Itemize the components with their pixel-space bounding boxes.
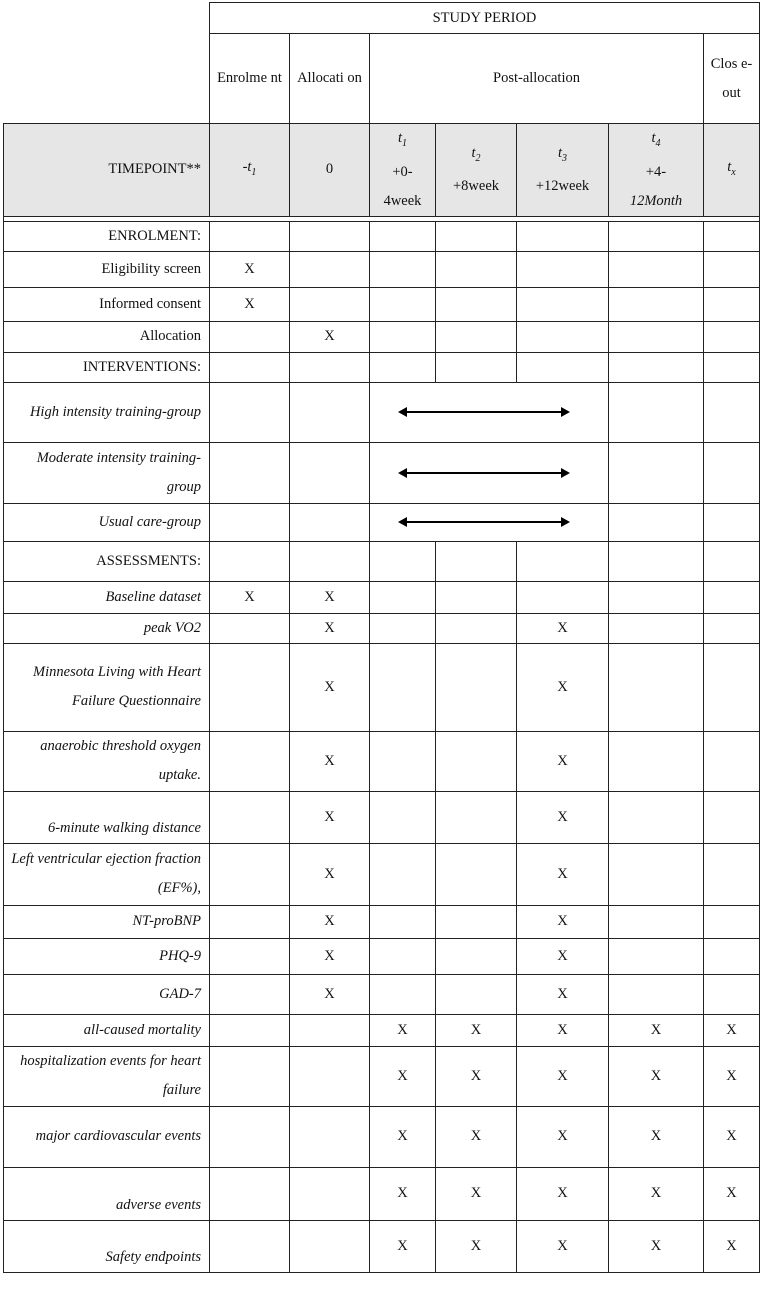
row-label-high-intensity: High intensity training-group — [4, 382, 210, 442]
intervention-span-high — [370, 382, 609, 442]
mark-baseline-enrol: X — [210, 581, 290, 613]
enrolment-header: Enrolme nt — [210, 34, 290, 124]
mark-ntprobnp-alloc: X — [290, 905, 370, 938]
row-label-mlhfq: Minnesota Living with Heart Failure Questionnaire — [4, 643, 210, 731]
timepoint-t2: $t_2$ +8week — [436, 124, 517, 217]
mark-mace-t2: X — [436, 1106, 517, 1167]
mark-mortality-t2: X — [436, 1014, 517, 1046]
mark-mlhfq-alloc: X — [290, 643, 370, 731]
mark-mortality-t3: X — [517, 1014, 609, 1046]
intervention-span-moderate — [370, 442, 609, 503]
mark-hospital-t3: X — [517, 1046, 609, 1106]
mark-mace-t1: X — [370, 1106, 436, 1167]
post-allocation-header: Post-allocation — [370, 34, 704, 124]
double-arrow-icon — [398, 516, 570, 528]
mark-mace-t4: X — [609, 1106, 704, 1167]
mark-hospital-tx: X — [704, 1046, 760, 1106]
timepoint-enrolment: $-t_1$ — [210, 124, 290, 217]
mark-mortality-t4: X — [609, 1014, 704, 1046]
row-label-mace: major cardiovascular events — [4, 1106, 210, 1167]
enrolment-section-label: ENROLMENT: — [4, 221, 210, 251]
mark-mortality-t1: X — [370, 1014, 436, 1046]
row-label-hospitalization: hospitalization events for heart failure — [4, 1046, 210, 1106]
corner-blank — [4, 3, 210, 34]
row-label-allocation: Allocation — [4, 321, 210, 352]
row-label-lvef: Left ventricular ejection fraction (EF%), — [4, 843, 210, 905]
mark-allocation-alloc: X — [290, 321, 370, 352]
row-label-mortality: all-caused mortality — [4, 1014, 210, 1046]
timepoint-t3: $t_3$ +12week — [517, 124, 609, 217]
mark-adverse-t4: X — [609, 1167, 704, 1220]
intervention-span-usual — [370, 503, 609, 541]
mark-adverse-t1: X — [370, 1167, 436, 1220]
mark-mace-tx: X — [704, 1106, 760, 1167]
row-label-gad7: GAD-7 — [4, 974, 210, 1014]
mark-consent-enrol: X — [210, 287, 290, 321]
row-label-adverse: adverse events — [4, 1167, 210, 1220]
mark-safety-t2: X — [436, 1220, 517, 1272]
mark-mace-t3: X — [517, 1106, 609, 1167]
double-arrow-icon — [398, 467, 570, 479]
timepoint-t1: $t_1$ +0- 4week — [370, 124, 436, 217]
row-label-baseline: Baseline dataset — [4, 581, 210, 613]
mark-phq9-t3: X — [517, 938, 609, 974]
mark-anaerobic-alloc: X — [290, 731, 370, 791]
double-arrow-icon — [398, 406, 570, 418]
timepoint-allocation: 0 — [290, 124, 370, 217]
study-period-header: STUDY PERIOD — [210, 3, 760, 34]
assessments-section-label: ASSESSMENTS: — [4, 541, 210, 581]
mark-phq9-alloc: X — [290, 938, 370, 974]
allocation-header: Allocati on — [290, 34, 370, 124]
mark-mortality-tx: X — [704, 1014, 760, 1046]
timepoint-t4: $t_4$ +4- 12Month — [609, 124, 704, 217]
row-label-peak-vo2: peak VO2 — [4, 613, 210, 643]
mark-gad7-t3: X — [517, 974, 609, 1014]
mark-peak-alloc: X — [290, 613, 370, 643]
row-label-walking: 6-minute walking distance — [4, 791, 210, 843]
mark-lvef-alloc: X — [290, 843, 370, 905]
row-label-moderate-intensity: Moderate intensity training-group — [4, 442, 210, 503]
row-label-phq9: PHQ-9 — [4, 938, 210, 974]
row-label-consent: Informed consent — [4, 287, 210, 321]
row-label-ntprobnp: NT-proBNP — [4, 905, 210, 938]
mark-lvef-t3: X — [517, 843, 609, 905]
timepoint-label: TIMEPOINT** — [4, 124, 210, 217]
mark-gad7-alloc: X — [290, 974, 370, 1014]
row-label-anaerobic: anaerobic threshold oxygen uptake. — [4, 731, 210, 791]
mark-walking-alloc: X — [290, 791, 370, 843]
mark-hospital-t2: X — [436, 1046, 517, 1106]
mark-safety-t4: X — [609, 1220, 704, 1272]
corner-blank — [4, 34, 210, 124]
row-label-safety: Safety endpoints — [4, 1220, 210, 1272]
mark-adverse-t2: X — [436, 1167, 517, 1220]
mark-safety-t1: X — [370, 1220, 436, 1272]
mark-baseline-alloc: X — [290, 581, 370, 613]
interventions-section-label: INTERVENTIONS: — [4, 352, 210, 382]
mark-mlhfq-t3: X — [517, 643, 609, 731]
mark-anaerobic-t3: X — [517, 731, 609, 791]
mark-walking-t3: X — [517, 791, 609, 843]
close-out-header: Clos e- out — [704, 34, 760, 124]
timepoint-tx: $t_x$ — [704, 124, 760, 217]
row-label-usual-care: Usual care-group — [4, 503, 210, 541]
mark-ntprobnp-t3: X — [517, 905, 609, 938]
mark-hospital-t4: X — [609, 1046, 704, 1106]
spirit-schedule-table — [3, 2, 760, 1273]
mark-safety-tx: X — [704, 1220, 760, 1272]
mark-adverse-t3: X — [517, 1167, 609, 1220]
mark-hospital-t1: X — [370, 1046, 436, 1106]
mark-adverse-tx: X — [704, 1167, 760, 1220]
row-label-eligibility: Eligibility screen — [4, 251, 210, 287]
mark-safety-t3: X — [517, 1220, 609, 1272]
mark-peak-t3: X — [517, 613, 609, 643]
mark-eligibility-enrol: X — [210, 251, 290, 287]
